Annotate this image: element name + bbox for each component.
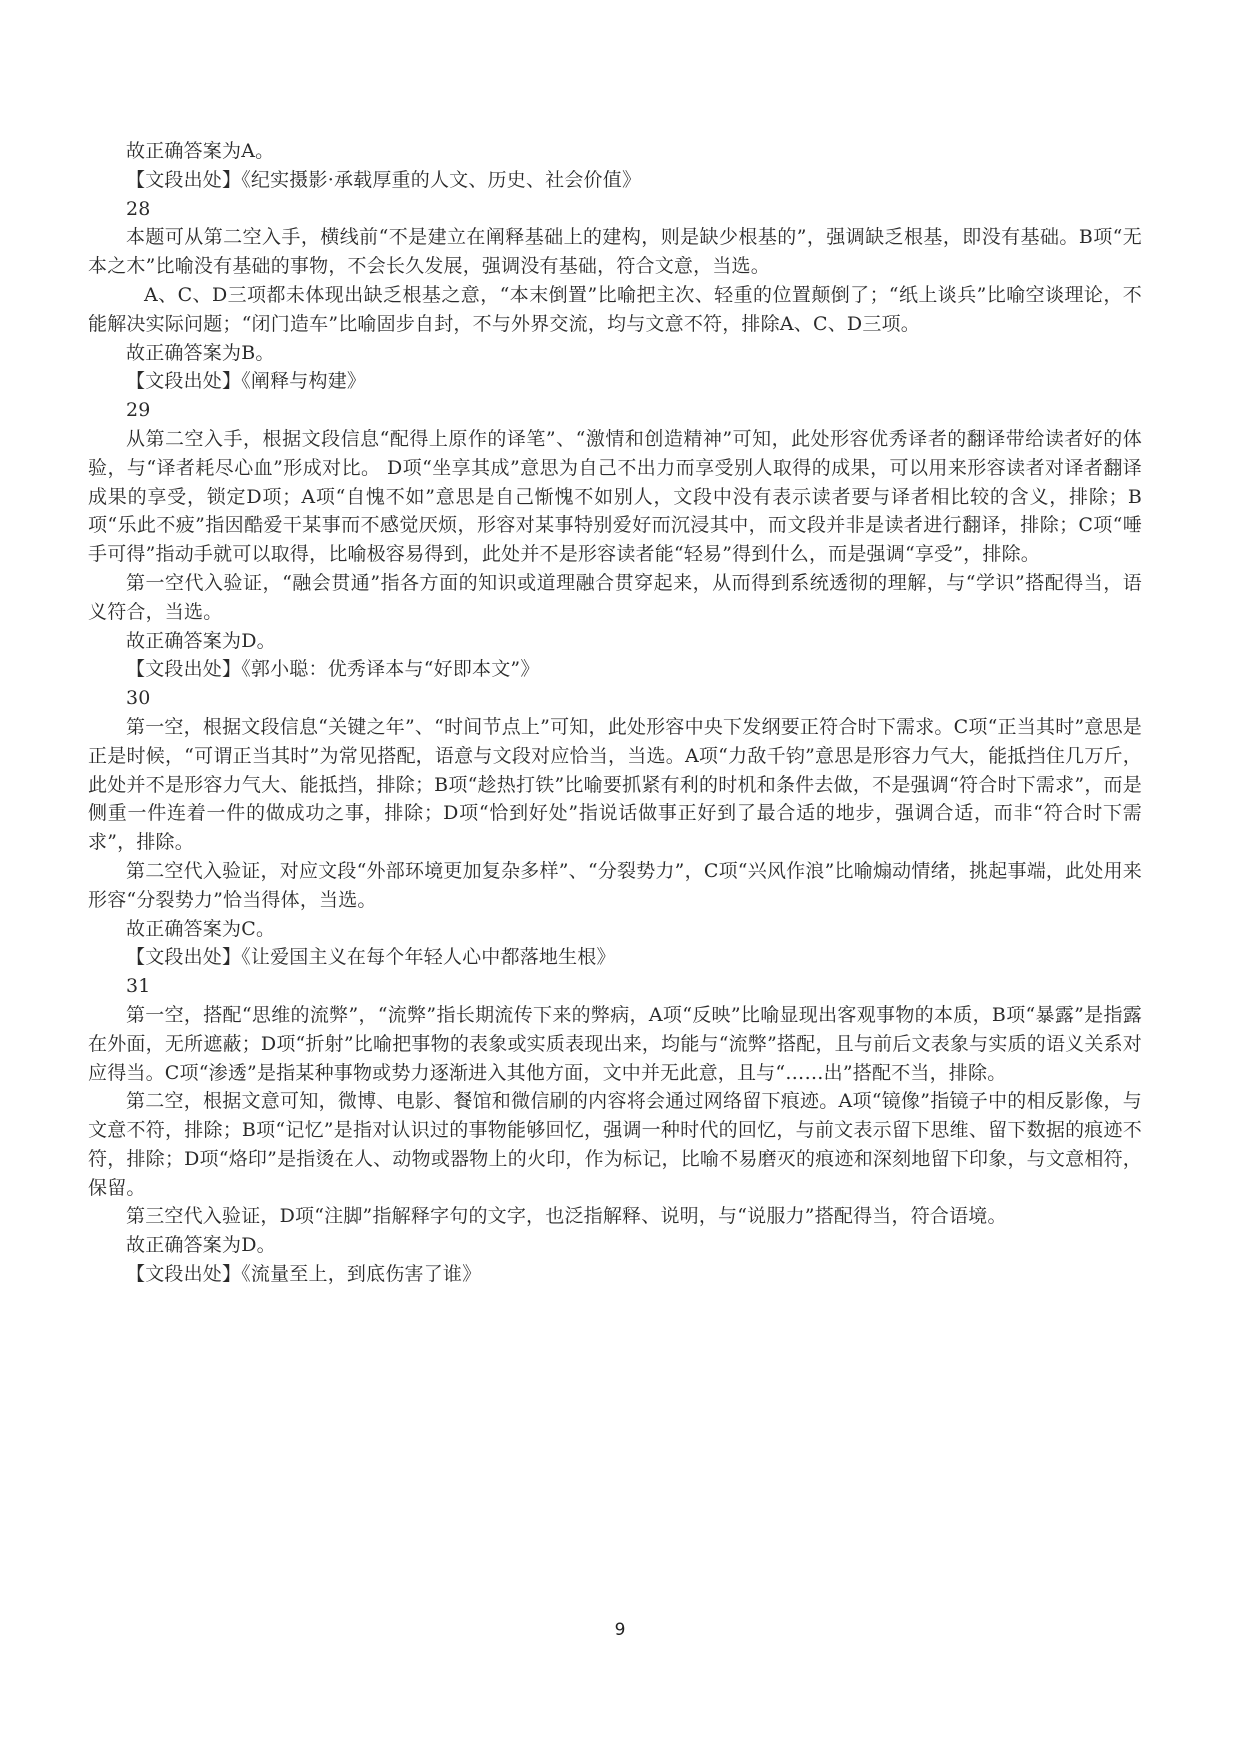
explanation-paragraph: 第二空代入验证，对应文段“外部环境更加复杂多样”、“分裂势力”，C项“兴风作浪”比喻煽动情绪，挑起事端，此处用来形容“分裂势力”恰当得体，当选。: [88, 859, 1142, 911]
explanation-paragraph: A、C、D三项都未体现出缺乏根基之意，“本末倒置”比喻把主次、轻重的位置颠倒了；“纸上谈兵”比喻空谈理论，不能解决实际问题；“闭门造车”比喻固步自封，不与外界交流，均与文意不符，排除A、C、D三项。: [88, 283, 1142, 335]
page-number: 9: [614, 1620, 626, 1640]
explanation-paragraph: 第二空，根据文意可知，微博、电影、餐馆和微信刷的内容将会通过网络留下痕迹。A项“镜像”指镜子中的相反影像，与文意不符，排除；B项“记忆”是指对认识过的事物能够回忆，强调一种时代的回忆，与前文表示留下思维、留下数据的痕迹不符，排除；D项“烙印”是指烫在人、动物或器物上的火印，作为标记，比喻不易磨灭的痕迹和深刻地留下印象，与文意相符，保留。: [88, 1090, 1142, 1199]
answer-line: 故正确答案为D。: [126, 1234, 276, 1257]
question-number: 30: [126, 687, 151, 710]
answer-line: 故正确答案为D。: [126, 629, 276, 652]
answer-line: 故正确答案为A。: [126, 140, 275, 162]
source-line: 【文段出处】《让爱国主义在每个年轻人心中都落地生根》: [126, 946, 616, 969]
document-body: [88, 137, 1142, 1289]
source-line: 【文段出处】《纪实摄影·承载厚重的人文、历史、社会价值》: [126, 168, 642, 191]
answer-line: 故正确答案为C。: [126, 917, 276, 940]
question-number: 28: [126, 197, 151, 220]
explanation-paragraph: 第三空代入验证，D项“注脚”指解释字句的文字，也泛指解释、说明，与“说服力”搭配得当，符合语境。: [126, 1205, 1007, 1228]
question-number: 31: [126, 975, 151, 998]
explanation-paragraph: 从第二空入手，根据文段信息“配得上原作的译笔”、“激情和创造精神”可知，此处形容优秀译者的翻译带给读者好的体验，与“译者耗尽心血”形成对比。 D项“坐享其成”意思为自己不出力而享受别人取得的成果，可以用来形容读者对译者翻译成果的享受，锁定D项；A项“自愧不如”意思是自己惭愧不如别人，文段中没有表示读者要与译者相比较的含义，排除；B项“乐此不疲”指因酷爱干某事而不感觉厌烦，形容对某事特别爱好而沉浸其中，而文段并非是读者进行翻译，排除；C项“唾手可得”指动手就可以取得，比喻极容易得到，此处并不是形容读者能“轻易”得到什么，而是强调“享受”，排除。: [88, 427, 1142, 566]
source-line: 【文段出处】《流量至上，到底伤害了谁》: [126, 1263, 482, 1286]
source-line: 【文段出处】《郭小聪：优秀译本与“好即本文”》: [126, 658, 540, 681]
explanation-paragraph: 第一空代入验证，“融会贯通”指各方面的知识或道理融合贯穿起来，从而得到系统透彻的理解，与“学识”搭配得当，语义符合，当选。: [88, 571, 1142, 623]
explanation-paragraph: 第一空，搭配“思维的流弊”，“流弊”指长期流传下来的弊病，A项“反映”比喻显现出客观事物的本质，B项“暴露”是指露在外面，无所遮蔽；D项“折射”比喻把事物的表象或实质表现出来，均能与“流弊”搭配，且与前后文表象与实质的语义关系对应得当。C项“渗透”是指某种事物或势力逐渐进入其他方面，文中并无此意，且与“……出”搭配不当，排除。: [88, 1003, 1142, 1084]
source-line: 【文段出处】《阐释与构建》: [126, 370, 367, 393]
answer-line: 故正确答案为B。: [126, 341, 275, 364]
explanation-paragraph: 第一空，根据文段信息“关键之年”、“时间节点上”可知，此处形容中央下发纲要正符合时下需求。C项“正当其时”意思是正是时候，“可谓正当其时”为常见搭配，语意与文段对应恰当，当选。A项“力敌千钧”意思是形容力气大，能抵挡住几万斤，此处并不是形容力气大、能抵挡，排除；B项“趁热打铁”比喻要抓紧有利的时机和条件去做，不是强调“符合时下需求”，而是侧重一件连着一件的做成功之事，排除；D项“恰到好处”指说话做事正好到了最合适的地步，强调合适，而非“符合时下需求”，排除。: [88, 715, 1142, 854]
explanation-paragraph: 本题可从第二空入手，横线前“不是建立在阐释基础上的建构，则是缺少根基的”，强调缺乏根基，即没有基础。B项“无本之木”比喻没有基础的事物，不会长久发展，强调没有基础，符合文意，当选。: [88, 226, 1142, 278]
question-number: 29: [126, 399, 151, 422]
